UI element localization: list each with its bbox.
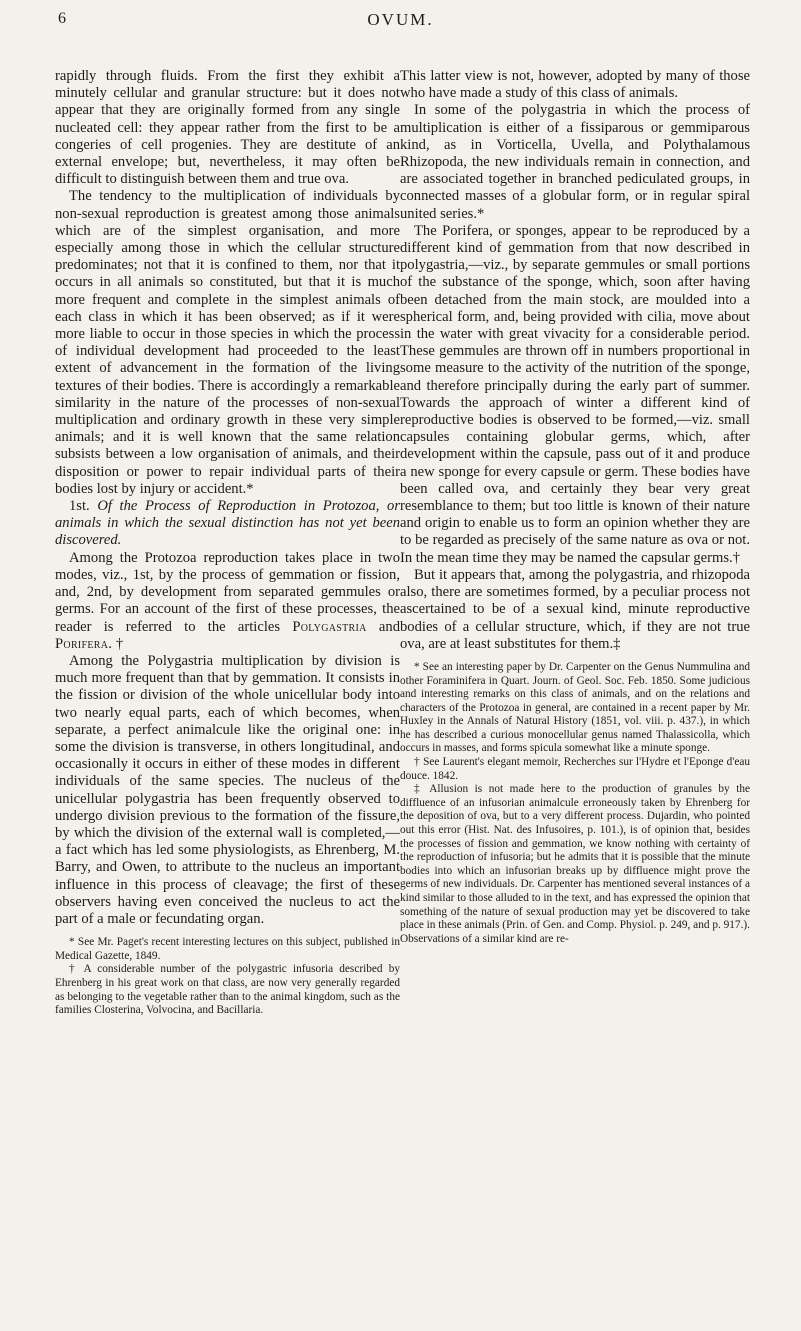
footnote: * See Mr. Paget's recent interesting lectures on this subject, published in Medical Gazette, 1849. xyxy=(55,936,400,962)
left-column xyxy=(55,68,400,1318)
page-header xyxy=(0,8,801,32)
paragraph: But it appears that, among the polygastria, and rhizopoda also, there are sometimes formed, by a peculiar process not ascertained to be of a sexual kind, minute reproductive bodies of a cellular structure, which, if they are not true ova, are at least substitutes for them.‡ xyxy=(400,566,750,652)
section-title: Of the Process of Reproduction in Protozoa, or animals in which the sexual distinction has not yet been discovered. xyxy=(55,498,400,549)
footnotes xyxy=(400,661,750,946)
footnote: * See an interesting paper by Dr. Carpenter on the Genus Nummulina and other Foraminifera in Quart. Journ. of Geol. Soc. Feb. 1850. Some judicious and interesting remarks on this class of animals, and on the relations and characters of the Protozoa in general, are contained in a recent paper by Mr. Huxley in the Annals of Natural History (1851, vol. viii. p. 437.), in which he has described a curious monocellular genus named Thalassicolla, which occurs in masses, and forms spicula somewhat like a minute sponge. xyxy=(400,660,750,755)
paragraph: Among the Polygastria multiplication by division is much more frequent than that by gemmation. It consists in the fission or division of the whole unicellular body into two nearly equal parts, each of which becomes, when separate, a perfect animalcule like the original one: in some the division is transverse, in others longitudinal, and occasionally it occurs in either of these modes in different individuals of the same species. The nucleus of the unicellular polygastria has been frequently observed to undergo division previous to the formation of the fissure, by which the division of the external wall is completed,—a fact which has led some physiologists, as Ehrenberg, M. Barry, and Owen, to attribute to the nucleus an important influence in this process of cleavage; the first of these observers having even conceived the nucleus to act the part of a male or fecundating organ. xyxy=(55,652,400,927)
paragraph xyxy=(55,550,400,653)
conjunction: and xyxy=(378,618,400,635)
section-heading xyxy=(55,498,400,550)
footnote: † See Laurent's elegant memoir, Recherches sur l'Hydre et l'Eponge d'eau douce. 1842. xyxy=(400,756,750,782)
paragraph: In some of the polygastria in which the process of multiplication is either of a fissiparous or gemmiparous kind, as in Vorticella, Uvella, and Polythalamous Rhizopoda, the new individuals remain in connection, and are associated together in branched pediculated groups, in connected masses of a globular form, or in regular spiral united series.* xyxy=(400,102,750,222)
cross-reference-porifera: Porifera. xyxy=(55,635,113,652)
right-column xyxy=(400,68,750,1318)
paragraph: The Porifera, or sponges, appear to be reproduced by a different kind of gemmation from that now described in polygastria,—viz., by separate gemmules or small portions of the substance of the sponge, which, soon after having been detached from the main stock, are moulded into a spherical form, and, being provided with cilia, move about in the water with great vivacity for a considerable period. These gemmules are thrown off in numbers proportional in some measure to the activity of the nutrition of the sponge, and therefore principally during the early part of summer. Towards the approach of winter a different kind of reproductive bodies is observed to be formed,—viz. small capsules containing globular germs, which, after development within the capsule, pass out of it and produce a new sponge for every capsule or germ. These bodies have been called ova, and certainly they bear very great resemblance to them; but too little is known of their nature and origin to enable us to form an opinion whether they are to be regarded as precisely of the same nature as ova or not. In the mean time they may be named the capsular germs.† xyxy=(400,222,750,566)
page-number: 6 xyxy=(58,10,67,27)
section-number: 1st. xyxy=(69,498,90,515)
running-title: OVUM. xyxy=(367,10,434,29)
paragraph: The tendency to the multiplication of individuals by non-sexual reproduction is greatest among those animals which are of the simplest organisation, and more especially among those in which the cellular structure predominates; not that it is confined to them, nor that it occurs in all animals so constituted, but that it is much more frequent and complete in the simplest animals of each class in which it has been observed; as if it were more liable to occur in those species in which the process of individual development had proceeded to the least extent of advancement in the formation of the living textures of their bodies. There is accordingly a remarkable similarity in the nature of the processes of non-sexual multiplication and ordinary growth in these very simple animals; and it is well known that the same relation subsists between a low organisation of animals, and their disposition or power to repair individual parts of their bodies lost by injury or accident.* xyxy=(55,188,400,497)
footnote: ‡ Allusion is not made here to the production of granules by the diffluence of an infusorian animalcule erroneously taken by Ehrenberg for the deposition of ova, but to a very different process. Dujardin, who pointed out this error (Hist. Nat. des Infusoires, p. 101.), is of opinion that, besides the processes of fission and gemmation, we know nothing with certainty of the reproduction of infusoria; but he admits that it is possible that the minute bodies into which an infusorian breaks up by diffluence might prove the germs of new individuals. Dr. Carpenter has mentioned several instances of a kind similar to those alluded to in the text, and has expressed the opinion that something of the nature of sexual production may yet be discovered to take place in these animals (Prin. of Gen. and Comp. Physiol. p. 249, and p. 917.). Observations of a similar kind are re- xyxy=(400,783,750,945)
paragraph-text: Among the Protozoa reproduction takes place in two modes, viz., 1st, by the process of gemmation or fission, and, 2nd, by development from separated gemmules or germs. For an account of the first of these processes, the reader is referred to the articles xyxy=(55,549,400,635)
footnote-marker: † xyxy=(115,635,124,652)
footnotes xyxy=(55,936,400,1018)
paragraph: rapidly through fluids. From the first they exhibit a minutely cellular and granular structure: but it does not appear that they are originally formed from any single nucleated cell: they appear rather from the first to be a congeries of cell progenies. They are destitute of an external envelope; but, nevertheless, it may often be difficult to distinguish between them and true ova. xyxy=(55,68,400,188)
paragraph: This latter view is not, however, adopted by many of those who have made a study of this class of animals. xyxy=(400,68,750,102)
cross-reference-polygastria: Polygastria xyxy=(292,618,367,635)
footnote: † A considerable number of the polygastric infusoria described by Ehrenberg in his great work on that class, are now very generally regarded as belonging to the vegetable rather than to the animal kingdom, such as the families Closterina, Volvocina, and Bacillaria. xyxy=(55,963,400,1017)
